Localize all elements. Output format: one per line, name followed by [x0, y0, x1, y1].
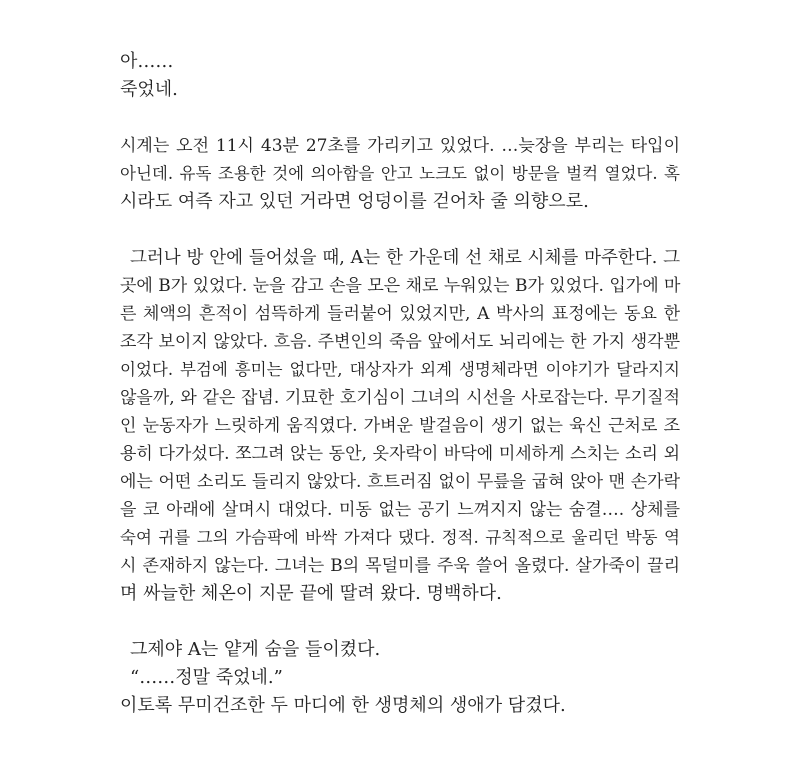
paragraph-gap — [120, 104, 680, 132]
text-line: 이었다. 부검에 흥미는 없다만, 대상자가 외계 생명체라면 이야기가 달라지지 — [120, 360, 680, 379]
text-line: 않을까, 와 같은 잡념. 기묘한 호기심이 그녀의 시선을 사로잡는다. 무기질적 — [120, 388, 680, 408]
text-line: 그제야 A는 얕게 숨을 들이켰다. — [130, 639, 381, 660]
paragraph-gap — [120, 608, 680, 636]
document-body — [120, 48, 680, 720]
paragraph-2 — [120, 132, 680, 216]
text-line: 인 눈동자가 느릿하게 움직였다. 가벼운 발걸음이 생기 없는 육신 근처로 조 — [120, 416, 680, 436]
paragraph-3 — [120, 244, 680, 608]
paragraph-1 — [120, 48, 680, 104]
text-line: 시 존재하지 않는다. 그녀는 B의 목덜미를 주욱 쓸어 올렸다. 살가죽이 끌리 — [120, 556, 680, 576]
text-line: 아…… — [120, 51, 174, 72]
text-line: 시계는 오전 11시 43분 27초를 가리키고 있었다. …늦장을 부리는 타입이 — [120, 136, 680, 156]
text-line: 용히 다가섰다. 쪼그려 앉는 동안, 옷자락이 바닥에 미세하게 스치는 소리 외 — [120, 444, 680, 464]
text-line: 곳에 B가 있었다. 눈을 감고 손을 모은 채로 누워있는 B가 있었다. 입가에 마 — [120, 276, 681, 296]
paragraph-4 — [120, 636, 680, 720]
text-line: 죽었네. — [120, 79, 178, 100]
text-line: 그러나 방 안에 들어섰을 때, A는 한 가운데 선 채로 시체를 마주한다. 그 — [130, 248, 680, 268]
text-line: 을 코 아래에 살며시 대었다. 미동 없는 공기 느껴지지 않는 숨결…. 상체를 — [120, 500, 680, 520]
text-line: 아닌데. 유독 조용한 것에 의아함을 안고 노크도 없이 방문을 벌컥 열었다. 혹 — [120, 164, 680, 183]
text-line: 른 체액의 흔적이 섬뜩하게 들러붙어 있었지만, A 박사의 표정에는 동요 한 — [120, 304, 680, 324]
paragraph-gap — [120, 216, 680, 244]
text-line: 에는 어떤 소리도 들리지 않았다. 흐트러짐 없이 무릎을 굽혀 앉아 맨 손가락 — [120, 472, 680, 492]
text-line: 며 싸늘한 체온이 지문 끝에 딸려 왔다. 명백하다. — [120, 583, 502, 604]
text-line: 시라도 여즉 자고 있던 거라면 엉덩이를 걷어차 줄 의향으로. — [120, 191, 589, 212]
dialogue-line: “……정말 죽었네.” — [130, 667, 283, 688]
text-line: 조각 보이지 않았다. 흐음. 주변인의 죽음 앞에서도 뇌리에는 한 가지 생각뿐 — [120, 332, 680, 352]
text-line: 이토록 무미건조한 두 마디에 한 생명체의 생애가 담겼다. — [120, 695, 566, 716]
text-line: 숙여 귀를 그의 가슴팍에 바싹 가져다 댔다. 정적. 규칙적으로 울리던 박동 역 — [120, 528, 680, 547]
